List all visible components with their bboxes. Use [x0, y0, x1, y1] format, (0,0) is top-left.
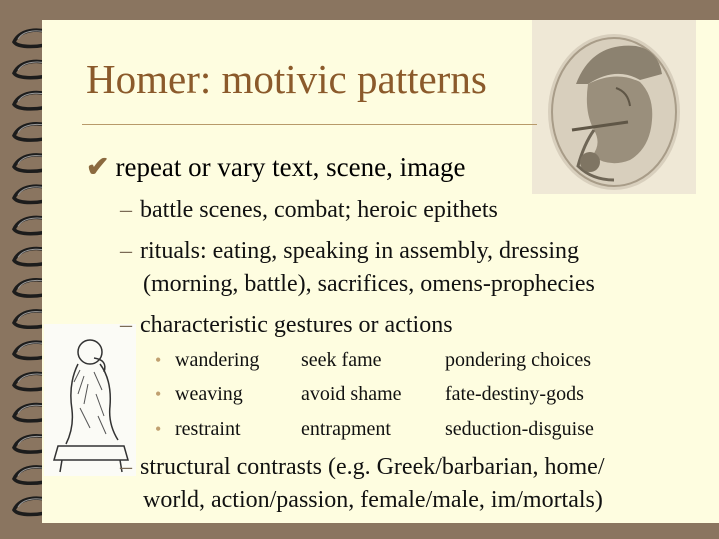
gesture-item: fate-destiny-gods — [445, 383, 584, 405]
sub-item-rituals — [120, 235, 595, 301]
title-divider — [82, 124, 537, 125]
gesture-item: avoid shame — [301, 383, 402, 405]
cameo-helmeted-head-image — [532, 20, 696, 194]
dash-marker: – — [120, 238, 132, 264]
gesture-row — [155, 383, 584, 406]
gesture-item: wandering — [175, 349, 260, 371]
dash-marker: – — [120, 197, 132, 223]
dash-marker: – — [120, 312, 132, 338]
gesture-item: pondering choices — [445, 349, 592, 371]
sub-item-text-continued: (morning, battle), sacrifices, omens-prophecies — [143, 271, 595, 297]
gesture-item: entrapment — [301, 418, 391, 440]
sub-item-gestures — [120, 309, 453, 342]
sub-item-text: structural contrasts (e.g. Greek/barbarian, home/ — [140, 454, 605, 480]
bullet-marker: • — [155, 350, 162, 370]
sub-item-text: battle scenes, combat; heroic epithets — [140, 197, 498, 223]
main-bullet-text: repeat or vary text, scene, image — [115, 152, 466, 182]
sub-item-battle — [120, 194, 498, 227]
sub-item-contrasts — [120, 451, 604, 517]
checkmark-icon: ✔ — [86, 152, 110, 183]
sub-item-text-continued: world, action/passion, female/male, im/mortals) — [143, 487, 603, 513]
sub-item-text: rituals: eating, speaking in assembly, dressing — [140, 238, 580, 264]
main-bullet — [86, 150, 466, 184]
sub-item-text: characteristic gestures or actions — [140, 312, 453, 338]
gesture-item: seduction-disguise — [445, 418, 594, 440]
gesture-item: restraint — [175, 418, 241, 440]
bullet-marker: • — [155, 419, 162, 439]
gesture-item: weaving — [175, 383, 243, 405]
gesture-row — [155, 418, 594, 441]
slide-title: Homer: motivic patterns — [86, 56, 487, 102]
gesture-item: seek fame — [301, 349, 382, 371]
gesture-row — [155, 349, 592, 372]
bullet-marker: • — [155, 384, 162, 404]
dash-marker: – — [120, 454, 132, 480]
